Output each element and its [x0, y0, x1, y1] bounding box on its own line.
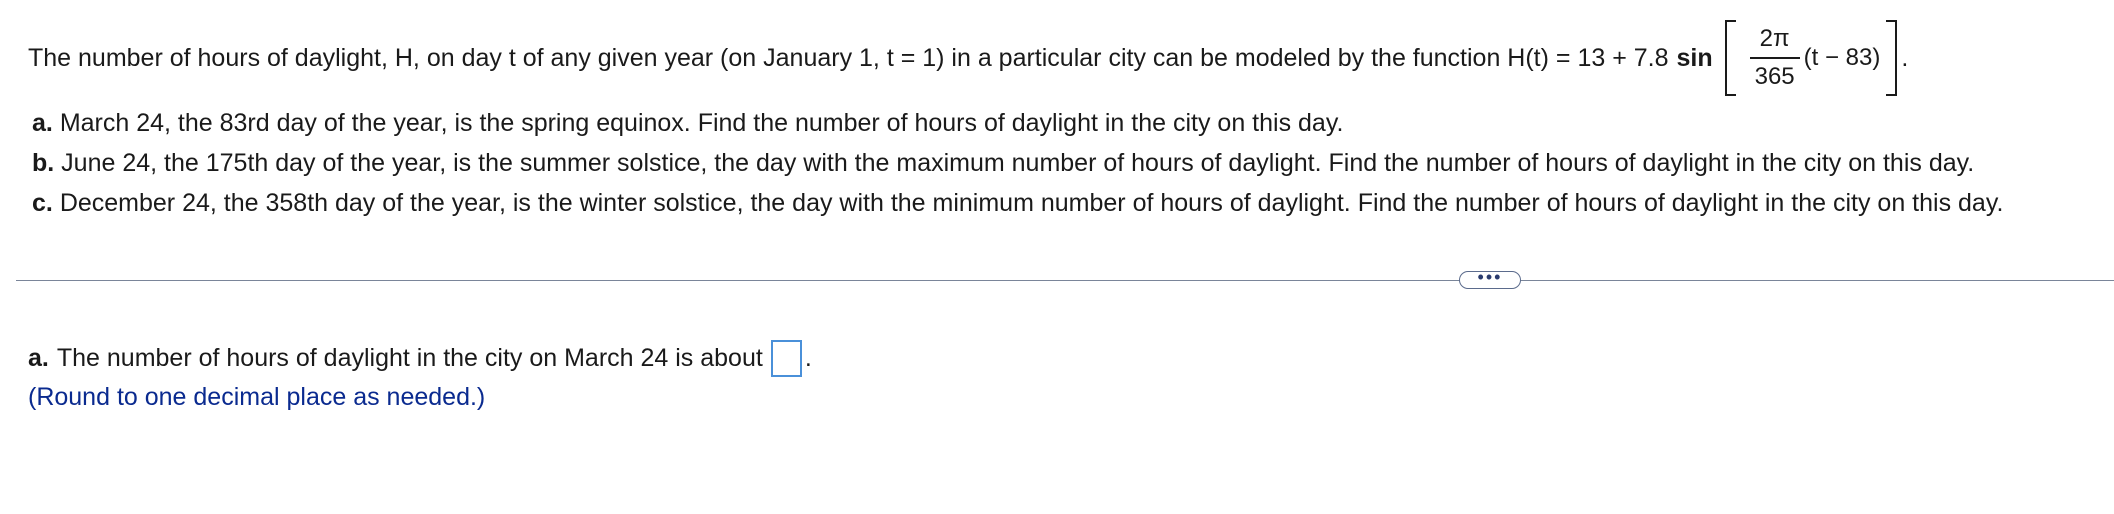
expand-more-button[interactable] — [1459, 267, 1521, 289]
part-letter: b. — [32, 149, 55, 177]
sin-function-label: sin — [1676, 43, 1713, 72]
part-text: December 24, the 358th day of the year, is the winter solstice, the day with the minimum number of hours of daylight. Find the number of hours of daylight in the city on this day. — [59, 189, 2004, 217]
section-divider — [16, 280, 2114, 281]
fraction-numerator: 2π — [1759, 25, 1790, 52]
rounding-hint: (Round to one decimal place as needed.) — [28, 383, 486, 411]
answer-letter: a. — [28, 344, 49, 372]
part-c — [32, 183, 2003, 223]
answer-text: The number of hours of daylight in the city on March 24 is about — [56, 344, 763, 372]
answer-line — [28, 340, 812, 377]
function-argument: (t − 83) — [1803, 44, 1881, 71]
problem-intro-text: The number of hours of daylight, H, on day t of any given year (on January 1, t = 1) in a particular city can be modeled by the function H(t) = 13 + 7.8 — [28, 43, 1669, 72]
end-period: . — [1901, 43, 1909, 72]
part-text: June 24, the 175th day of the year, is the summer solstice, the day with the maximum number of hours of daylight. Find the number of hours of daylight in the city on this day. — [61, 149, 1975, 177]
part-a — [32, 103, 2003, 143]
ellipsis-icon: ••• — [1477, 267, 1503, 287]
part-letter: c. — [32, 189, 53, 217]
part-letter: a. — [32, 109, 53, 137]
problem-statement — [28, 25, 1909, 90]
answer-suffix: . — [804, 344, 812, 372]
right-bracket — [1886, 20, 1897, 96]
part-b — [32, 143, 2003, 183]
answer-input[interactable] — [771, 340, 802, 377]
part-text: March 24, the 83rd day of the year, is the spring equinox. Find the number of hours of daylight in the city on this day. — [59, 109, 1344, 137]
question-parts — [32, 103, 2003, 223]
fraction-denominator: 365 — [1754, 63, 1795, 90]
fraction — [1750, 25, 1800, 91]
left-bracket — [1725, 20, 1736, 96]
